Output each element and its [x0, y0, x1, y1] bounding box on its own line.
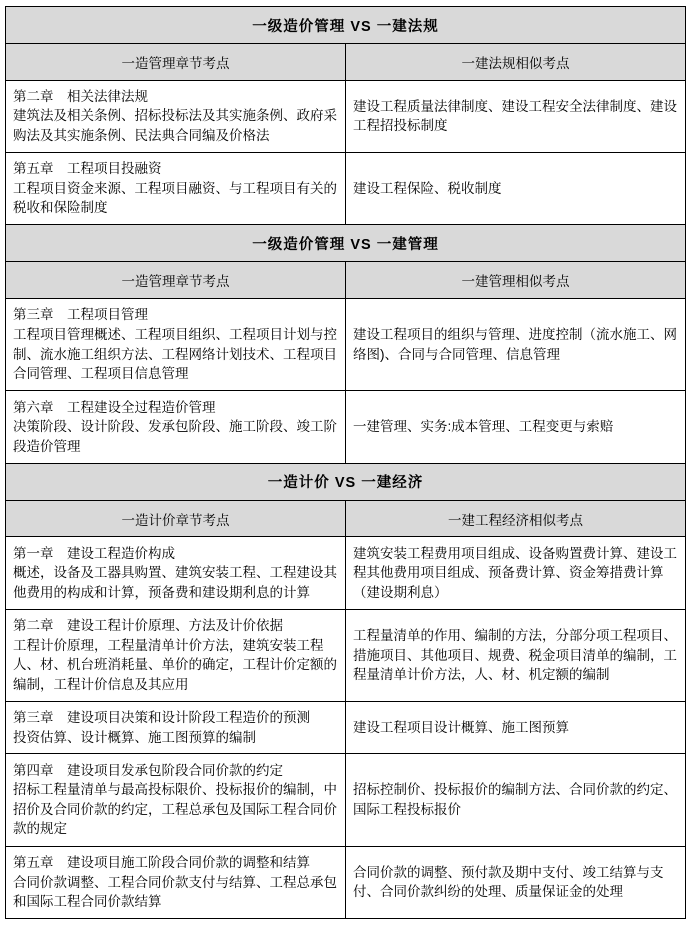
similar-topics-cell: 合同价款的调整、预付款及期中支付、竣工结算与支付、合同价款纠纷的处理、质量保证金的处理 — [346, 846, 686, 918]
chapter-cell — [6, 298, 346, 391]
chapter-topics: 决策阶段、设计阶段、发承包阶段、施工阶段、竣工阶段造价管理 — [13, 419, 337, 454]
chapter-topics: 建筑法及相关条例、招标投标法及其实施条例、政府采购法及其实施条例、民法典合同编及价格法 — [13, 108, 337, 144]
similar-topics-cell: 建设工程保险、税收制度 — [346, 152, 686, 224]
chapter-title: 第二章 建设工程计价原理、方法及计价依据 — [13, 618, 283, 634]
column-header-row — [6, 44, 686, 80]
chapter-title: 第五章 工程项目投融资 — [13, 161, 162, 177]
column-header-left: 一造管理章节考点 — [6, 262, 346, 298]
similar-topics-cell: 一建管理、实务:成本管理、工程变更与索赔 — [346, 391, 686, 463]
comparison-table-body — [6, 7, 686, 919]
similar-topics-cell: 工程量清单的作用、编制的方法，分部分项工程项目、措施项目、其他项目、规费、税金项目清单的编制，工程量清单计价方法，人、材、机定额的编制 — [346, 609, 686, 702]
chapter-topics: 招标工程量清单与最高投标限价、投标报价的编制，中招价及合同价款的约定，工程总承包及国际工程合同价款的规定 — [13, 782, 337, 837]
similar-topics-cell: 建筑安装工程费用项目组成、设备购置费计算、建设工程其他费用项目组成、预备费计算、资金筹措费计算（建设期利息） — [346, 537, 686, 609]
chapter-topics: 投资估算、设计概算、施工图预算的编制 — [13, 729, 256, 745]
chapter-topics: 合同价款调整、工程合同价款支付与结算、工程总承包和国际工程合同价款结算 — [13, 874, 337, 910]
column-header-row — [6, 262, 686, 298]
similar-topics-cell: 建设工程质量法律制度、建设工程安全法律制度、建设工程招投标制度 — [346, 80, 686, 152]
column-header-right: 一建法规相似考点 — [346, 44, 686, 80]
similar-topics-cell: 招标控制价、投标报价的编制方法、合同价款的约定、国际工程投标报价 — [346, 754, 686, 847]
chapter-title: 第二章 相关法律法规 — [13, 88, 148, 104]
section-title: 一级造价管理 VS 一建法规 — [6, 7, 686, 44]
column-header-left: 一造计价章节考点 — [6, 500, 346, 536]
column-header-right: 一建管理相似考点 — [346, 262, 686, 298]
table-row — [6, 152, 686, 224]
chapter-title: 第三章 工程项目管理 — [13, 307, 148, 323]
section-title: 一级造价管理 VS 一建管理 — [6, 225, 686, 262]
chapter-cell — [6, 846, 346, 918]
table-row — [6, 391, 686, 463]
table-row — [6, 754, 686, 847]
table-row — [6, 537, 686, 609]
chapter-title: 第五章 建设项目施工阶段合同价款的调整和结算 — [13, 854, 310, 870]
comparison-table — [5, 6, 686, 919]
similar-topics-cell: 建设工程项目设计概算、施工图预算 — [346, 702, 686, 754]
chapter-cell — [6, 702, 346, 754]
chapter-topics: 概述，设备及工器具购置、建筑安装工程、工程建设其他费用的构成和计算，预备费和建设期利息的计算 — [13, 565, 337, 600]
column-header-left: 一造管理章节考点 — [6, 44, 346, 80]
table-row — [6, 609, 686, 702]
chapter-cell — [6, 754, 346, 847]
chapter-cell — [6, 609, 346, 702]
chapter-topics: 工程项目管理概述、工程项目组织、工程项目计划与控制、流水施工组织方法、工程网络计划技术、工程项目合同管理、工程项目信息管理 — [13, 327, 337, 382]
table-row — [6, 80, 686, 152]
similar-topics-cell: 建设工程项目的组织与管理、进度控制（流水施工、网络图)、合同与合同管理、信息管理 — [346, 298, 686, 391]
column-header-right: 一建工程经济相似考点 — [346, 500, 686, 536]
chapter-topics: 工程项目资金来源、工程项目融资、与工程项目有关的税收和保险制度 — [13, 180, 337, 216]
table-row — [6, 298, 686, 391]
chapter-cell — [6, 80, 346, 152]
section-header-row — [6, 7, 686, 44]
chapter-cell — [6, 391, 346, 463]
column-header-row — [6, 500, 686, 536]
section-title: 一造计价 VS 一建经济 — [6, 463, 686, 500]
chapter-cell — [6, 152, 346, 224]
section-header-row — [6, 225, 686, 262]
chapter-title: 第一章 建设工程造价构成 — [13, 545, 175, 561]
chapter-title: 第六章 工程建设全过程造价管理 — [13, 399, 216, 415]
chapter-cell — [6, 537, 346, 609]
section-header-row — [6, 463, 686, 500]
chapter-title: 第四章 建设项目发承包阶段合同价款的约定 — [13, 762, 283, 778]
chapter-topics: 工程计价原理，工程量清单计价方法，建筑安装工程人、材、机台班消耗量、单价的确定，工程计价定额的编制，工程计价信息及其应用 — [13, 637, 337, 692]
table-row — [6, 846, 686, 918]
table-row — [6, 702, 686, 754]
chapter-title: 第三章 建设项目决策和设计阶段工程造价的预测 — [13, 709, 310, 725]
